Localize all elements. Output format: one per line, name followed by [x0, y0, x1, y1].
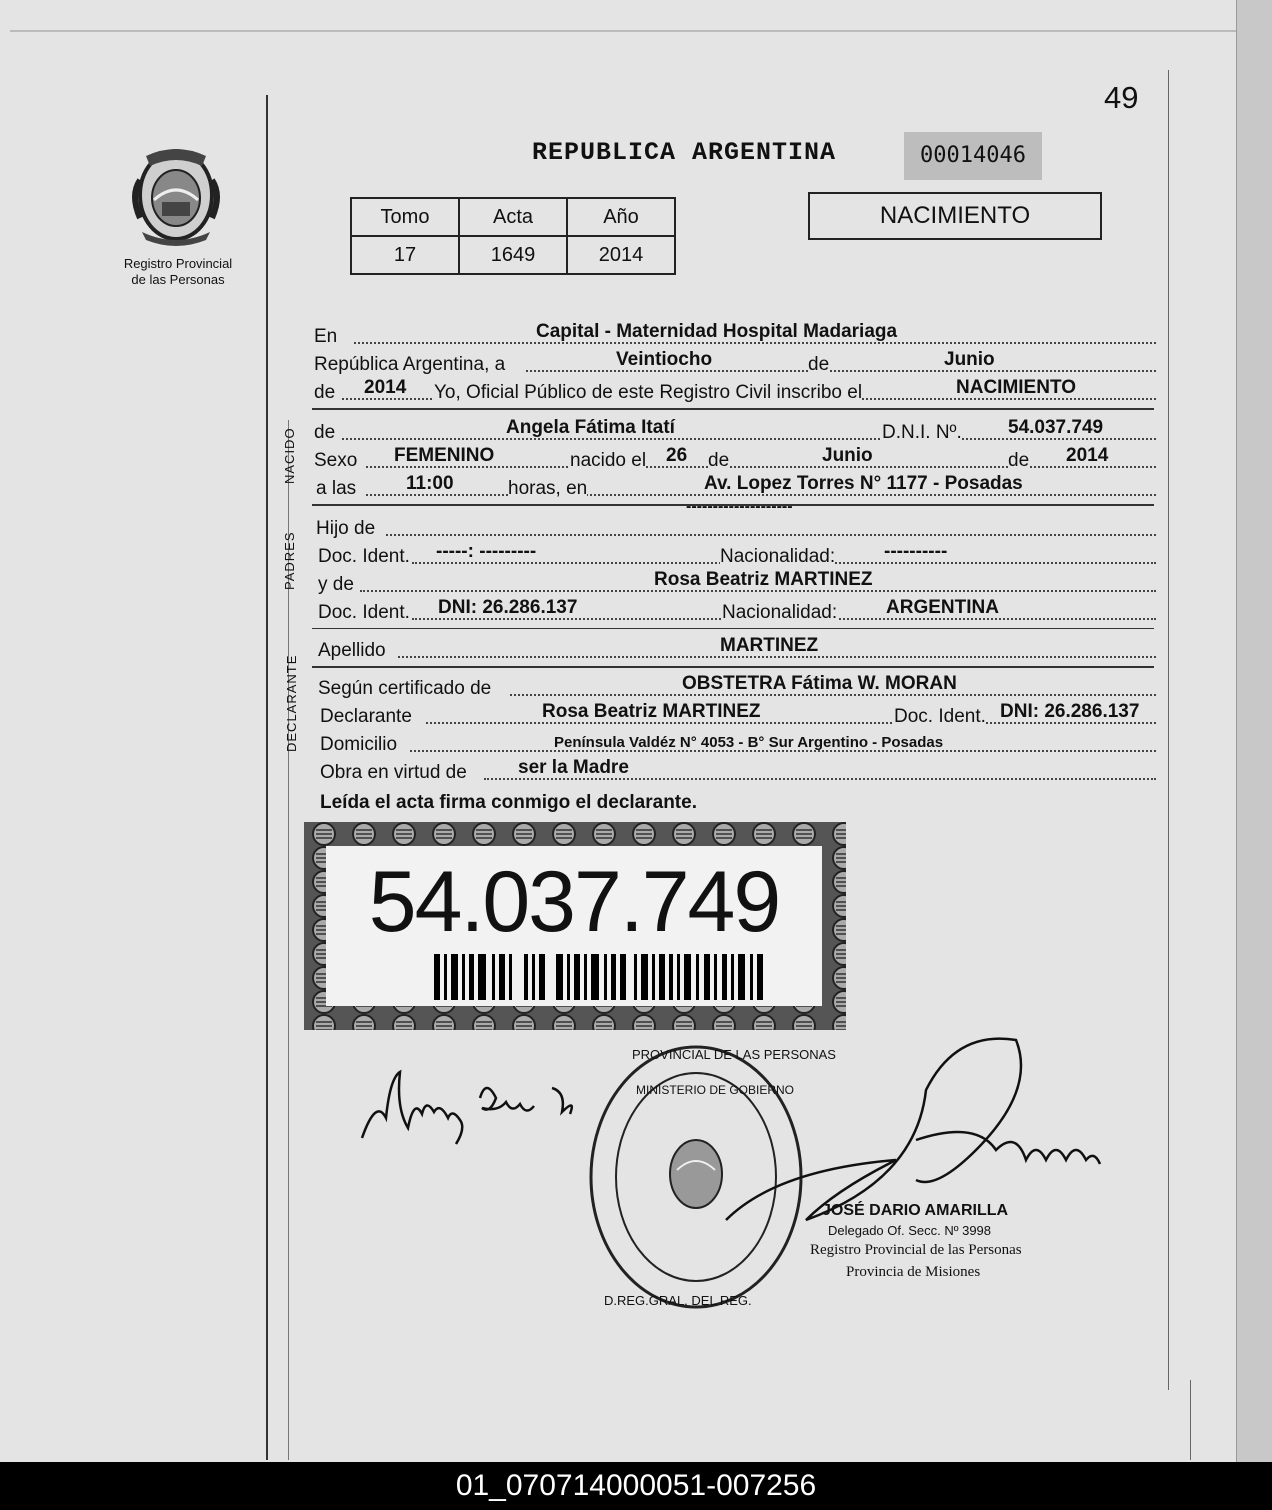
label-dni: D.N.I. Nº. — [882, 422, 962, 443]
barcode — [434, 954, 764, 1000]
label-nacionalidad-madre: Nacionalidad: — [722, 602, 838, 623]
label-doc-ident: Doc. Ident. — [318, 546, 410, 567]
stamp-text-top: PROVINCIAL DE LAS PERSONAS — [632, 1047, 836, 1062]
country-title: REPUBLICA ARGENTINA — [532, 138, 837, 167]
right-margin-line — [1168, 70, 1169, 1390]
document-id-footer: 01_070714000051-007256 — [0, 1462, 1272, 1510]
document-type-box: NACIMIENTO — [808, 192, 1102, 240]
field-row-hijo-de — [314, 498, 1156, 540]
value-padre: -------------------- — [686, 498, 793, 515]
table-header-anio: Año — [567, 198, 675, 236]
table-value-tomo: 17 — [351, 236, 459, 274]
label-segun-certificado: Según certificado de — [318, 678, 492, 699]
value-nac-dia: 26 — [666, 445, 688, 466]
label-de-mes: de — [708, 450, 730, 471]
value-dia-texto: Veintiocho — [616, 349, 713, 370]
label-declarante: Declarante — [320, 706, 412, 727]
label-doc-ident-declarante: Doc. Ident. — [894, 706, 986, 727]
table-value-anio: 2014 — [567, 236, 675, 274]
field-row-hora — [314, 474, 1156, 500]
label-horas-en: horas, en — [508, 478, 588, 499]
label-nacionalidad: Nacionalidad: — [720, 546, 836, 567]
id-label-number: 54.037.749 — [368, 854, 780, 950]
label-en: En — [314, 326, 338, 347]
value-declarante-doc: DNI: 26.286.137 — [1000, 701, 1140, 722]
value-mes: Junio — [944, 349, 995, 370]
field-row-fecha — [314, 350, 1156, 376]
official-org: Registro Provincial de las Personas — [810, 1242, 1022, 1258]
value-acto: NACIMIENTO — [956, 377, 1076, 398]
table-header-acta: Acta — [459, 198, 567, 236]
registry-table-row — [351, 236, 675, 274]
section-label-declarante: DECLARANTE — [284, 654, 299, 752]
official-name: JOSÉ DARIO AMARILLA — [822, 1202, 1009, 1219]
section-divider — [312, 628, 1154, 629]
registry-table — [350, 197, 676, 275]
serial-number: 00014046 — [904, 132, 1042, 180]
label-yo-oficial: Yo, Oficial Público de este Registro Civil inscribo el — [434, 382, 863, 403]
value-dni: 54.037.749 — [1008, 417, 1104, 438]
field-row-anio — [314, 378, 1156, 404]
value-madre: Rosa Beatriz MARTINEZ — [654, 569, 873, 590]
field-row-madre-doc — [314, 598, 1156, 624]
label-obra-en-virtud: Obra en virtud de — [320, 762, 467, 783]
value-nombre: Angela Fátima Itatí — [506, 417, 675, 438]
label-a-las: a las — [316, 478, 357, 499]
value-lugar-nacimiento: Av. Lopez Torres N° 1177 - Posadas — [704, 473, 1023, 494]
value-certificado: OBSTETRA Fátima W. MORAN — [682, 673, 957, 694]
dotted-line — [386, 534, 1156, 536]
stamp-text-bottom: D.REG.GRAL. DEL REG. — [604, 1293, 752, 1308]
field-row-padre-doc — [314, 542, 1156, 568]
page-top-edge — [10, 30, 1240, 32]
value-hora: 11:00 — [406, 473, 454, 494]
label-white-area — [326, 846, 822, 1006]
registry-caption-line1: Registro Provincial — [123, 256, 233, 271]
label-hijo-de: Hijo de — [316, 518, 376, 539]
label-de: de — [808, 354, 830, 375]
field-row-nombre — [314, 418, 1156, 444]
value-padre-doc: -----: --------- — [436, 541, 537, 562]
value-virtud: ser la Madre — [518, 757, 629, 778]
field-row-sexo — [314, 446, 1156, 472]
value-madre-doc: DNI: 26.286.137 — [438, 597, 578, 618]
stamp-text-inner: MINISTERIO DE GOBIERNO — [636, 1083, 795, 1097]
field-row-madre — [314, 570, 1156, 596]
table-value-acta: 1649 — [459, 236, 567, 274]
field-row-domicilio — [314, 730, 1156, 756]
field-row-apellido — [314, 636, 1156, 662]
label-de-2: de — [314, 382, 336, 403]
table-header-tomo: Tomo — [351, 198, 459, 236]
province-seal-logo — [126, 140, 226, 250]
value-padre-nac: ---------- — [884, 541, 948, 562]
section-divider — [312, 408, 1154, 410]
label-domicilio: Domicilio — [320, 734, 398, 755]
left-margin-line — [266, 95, 268, 1460]
label-apellido: Apellido — [318, 640, 386, 661]
page-number: 49 — [1104, 80, 1139, 115]
label-nacido-el: nacido el — [570, 450, 647, 471]
value-anio: 2014 — [364, 377, 407, 398]
page-right-edge — [1236, 0, 1272, 1462]
section-label-padres: PADRES — [282, 531, 297, 590]
right-margin-line-lower — [1190, 1380, 1191, 1460]
declarant-signature — [356, 1058, 586, 1148]
section-divider — [312, 666, 1154, 668]
official-province: Provincia de Misiones — [846, 1264, 981, 1280]
value-nac-mes: Junio — [822, 445, 873, 466]
value-declarante: Rosa Beatriz MARTINEZ — [542, 701, 761, 722]
field-row-en — [314, 322, 1156, 348]
field-row-declarante — [314, 702, 1156, 728]
value-lugar: Capital - Maternidad Hospital Madariaga — [536, 321, 898, 342]
value-sexo: FEMENINO — [394, 445, 495, 466]
label-y-de: y de — [318, 574, 354, 595]
section-label-nacido: NACIDO — [282, 427, 297, 484]
label-de-nombre: de — [314, 422, 336, 443]
value-domicilio: Península Valdéz N° 4053 - B° Sur Argentino - Posadas — [554, 734, 944, 751]
registry-caption-line2: de las Personas — [131, 272, 225, 287]
value-apellido: MARTINEZ — [720, 635, 819, 656]
id-number-label — [304, 822, 846, 1030]
closing-statement: Leída el acta firma conmigo el declarante. — [320, 792, 697, 813]
registry-caption — [100, 256, 256, 288]
registry-table-header — [351, 198, 675, 236]
field-row-virtud — [314, 758, 1156, 784]
value-madre-nac: ARGENTINA — [886, 597, 999, 618]
value-nac-anio: 2014 — [1066, 445, 1109, 466]
label-doc-ident-madre: Doc. Ident. — [318, 602, 410, 623]
field-row-certificado — [314, 674, 1156, 700]
label-de-anio: de — [1008, 450, 1030, 471]
label-sexo: Sexo — [314, 450, 358, 471]
official-role: Delegado Of. Secc. Nº 3998 — [828, 1223, 992, 1238]
label-republica: República Argentina, a — [314, 354, 506, 375]
